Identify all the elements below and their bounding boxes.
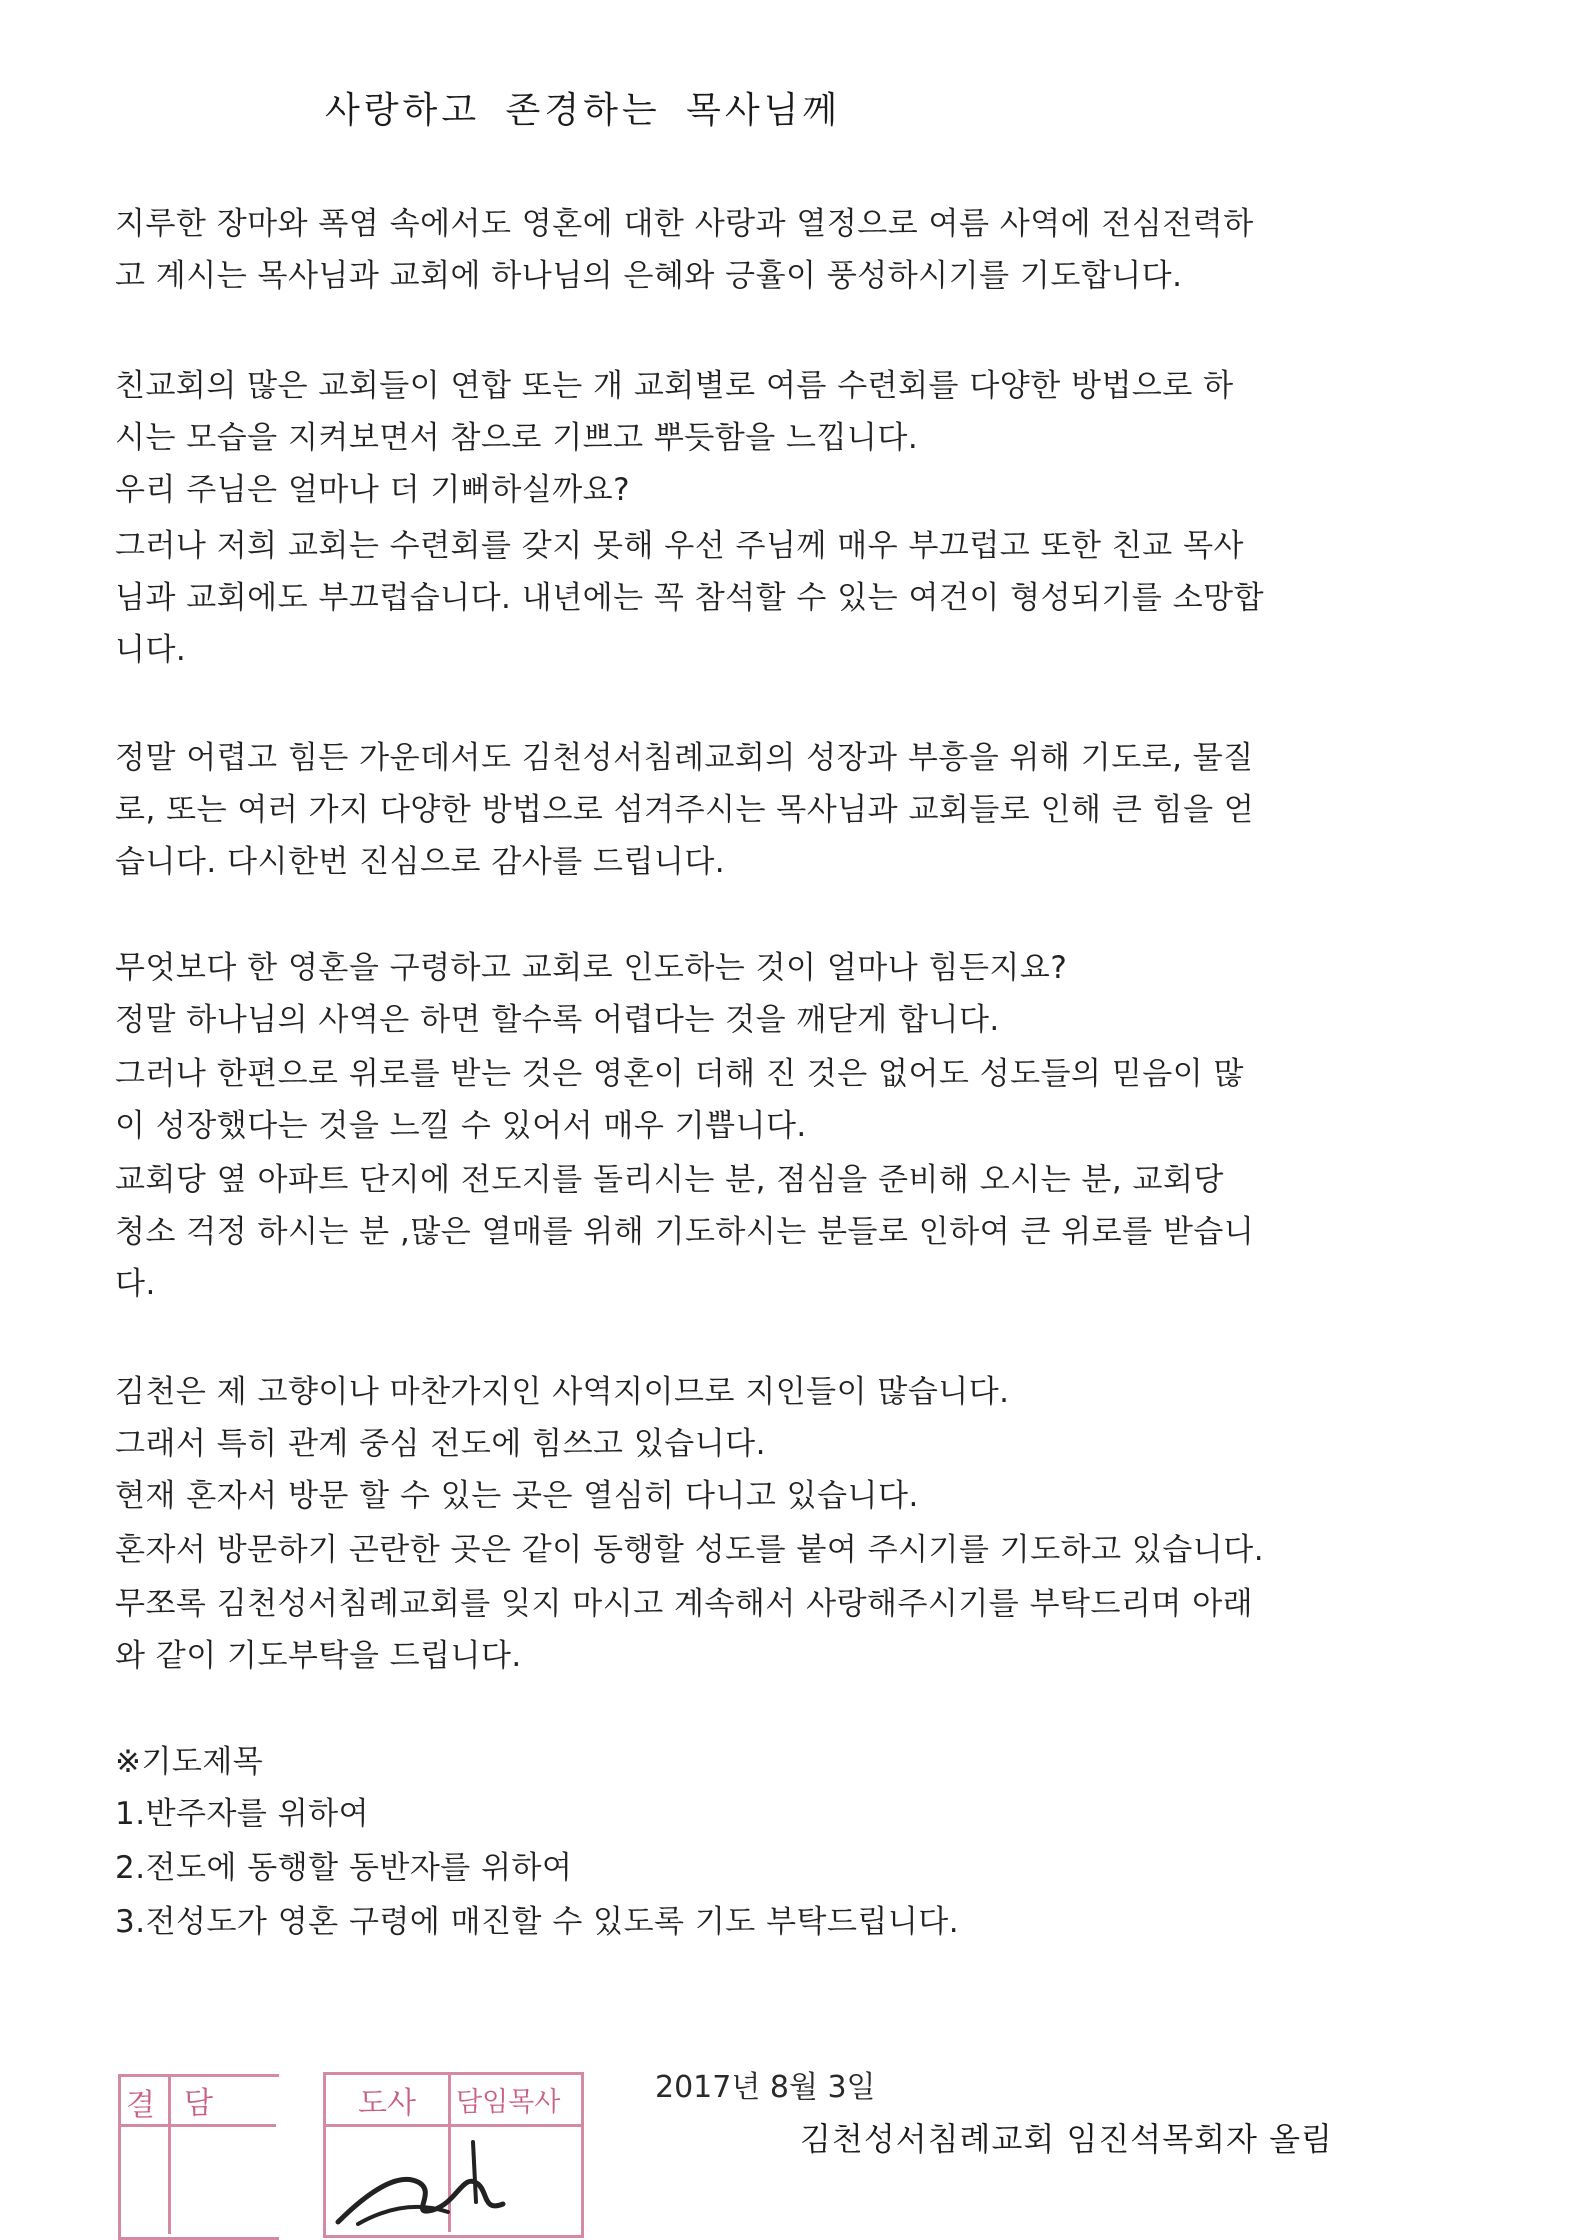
body-line: 무쪼록 김천성서침례교회를 잊지 마시고 계속해서 사랑해주시기를 부탁드리며 아래 xyxy=(115,1586,1254,1622)
signature-icon xyxy=(298,2112,538,2232)
body-line: 다. xyxy=(115,1266,156,1302)
body-line: 님과 교회에도 부끄럽습니다. 내년에는 꼭 참석할 수 있는 여건이 형성되기를 소망합 xyxy=(115,580,1265,616)
letter-sender: 김천성서침례교회 임진석목회자 올림 xyxy=(800,2120,1333,2158)
body-line: 이 성장했다는 것을 느낄 수 있어서 매우 기쁩니다. xyxy=(115,1108,807,1144)
prayer-heading: ※기도제목 xyxy=(115,1744,264,1780)
body-line: 와 같이 기도부탁을 드립니다. xyxy=(115,1638,522,1674)
body-line: 정말 어렵고 힘든 가운데서도 김천성서침례교회의 성장과 부흥을 위해 기도로, 물질 xyxy=(115,740,1254,776)
body-line: 무엇보다 한 영혼을 구령하고 교회로 인도하는 것이 얼마나 힘든지요? xyxy=(115,950,1068,986)
body-line: 정말 하나님의 사역은 하면 할수록 어렵다는 것을 깨닫게 합니다. xyxy=(115,1002,1000,1038)
stamp-cell-label: 담임목사 xyxy=(456,2087,561,2118)
stamp-cell-label: 도사 xyxy=(358,2086,416,2121)
body-line: 고 계시는 목사님과 교회에 하나님의 은혜와 긍휼이 풍성하시기를 기도합니다. xyxy=(115,258,1183,294)
stamp-cell-label: 결 xyxy=(126,2088,155,2123)
body-line: 김천은 제 고향이나 마찬가지인 사역지이므로 지인들이 많습니다. xyxy=(115,1374,1010,1410)
stamp-divider xyxy=(118,2124,276,2127)
body-line: 우리 주님은 얼마나 더 기뻐하실까요? xyxy=(115,472,631,508)
body-line: 그래서 특히 관계 중심 전도에 힘쓰고 있습니다. xyxy=(115,1426,766,1462)
body-line: 혼자서 방문하기 곤란한 곳은 같이 동행할 성도를 붙여 주시기를 기도하고 있습니다. xyxy=(115,1532,1265,1568)
body-line: 청소 걱정 하시는 분 ,많은 열매를 위해 기도하시는 분들로 인하여 큰 위로를 받습니 xyxy=(115,1214,1255,1250)
body-line: 시는 모습을 지켜보면서 참으로 기쁘고 뿌듯함을 느낍니다. xyxy=(115,420,919,456)
approval-stamp xyxy=(118,2072,588,2232)
body-line: 친교회의 많은 교회들이 연합 또는 개 교회별로 여름 수련회를 다양한 방법으로 하 xyxy=(115,368,1234,404)
letter-date: 2017년 8월 3일 xyxy=(655,2070,876,2105)
body-line: 니다. xyxy=(115,632,187,668)
body-line: 지루한 장마와 폭염 속에서도 영혼에 대한 사랑과 열정으로 여름 사역에 전심전력하 xyxy=(115,206,1254,242)
prayer-item: 3.전성도가 영혼 구령에 매진할 수 있도록 기도 부탁드립니다. xyxy=(115,1904,960,1940)
letter-title: 사랑하고 존경하는 목사님께 xyxy=(325,90,842,131)
prayer-item: 2.전도에 동행할 동반자를 위하여 xyxy=(115,1850,573,1886)
stamp-cell-label: 담 xyxy=(184,2086,213,2121)
body-line: 현재 혼자서 방문 할 수 있는 곳은 열심히 다니고 있습니다. xyxy=(115,1478,919,1514)
body-line: 교회당 옆 아파트 단지에 전도지를 돌리시는 분, 점심을 준비해 오시는 분, 교회당 xyxy=(115,1162,1224,1198)
body-line: 습니다. 다시한번 진심으로 감사를 드립니다. xyxy=(115,844,726,880)
prayer-item: 1.반주자를 위하여 xyxy=(115,1796,370,1832)
body-line: 그러나 저희 교회는 수련회를 갖지 못해 우선 주님께 매우 부끄럽고 또한 친교 목사 xyxy=(115,528,1244,564)
stamp-divider xyxy=(168,2074,171,2234)
body-line: 그러나 한편으로 위로를 받는 것은 영혼이 더해 진 것은 없어도 성도들의 믿음이 많 xyxy=(115,1056,1244,1092)
body-line: 로, 또는 여러 가지 다양한 방법으로 섬겨주시는 목사님과 교회들로 인해 큰 힘을 얻 xyxy=(115,792,1255,828)
